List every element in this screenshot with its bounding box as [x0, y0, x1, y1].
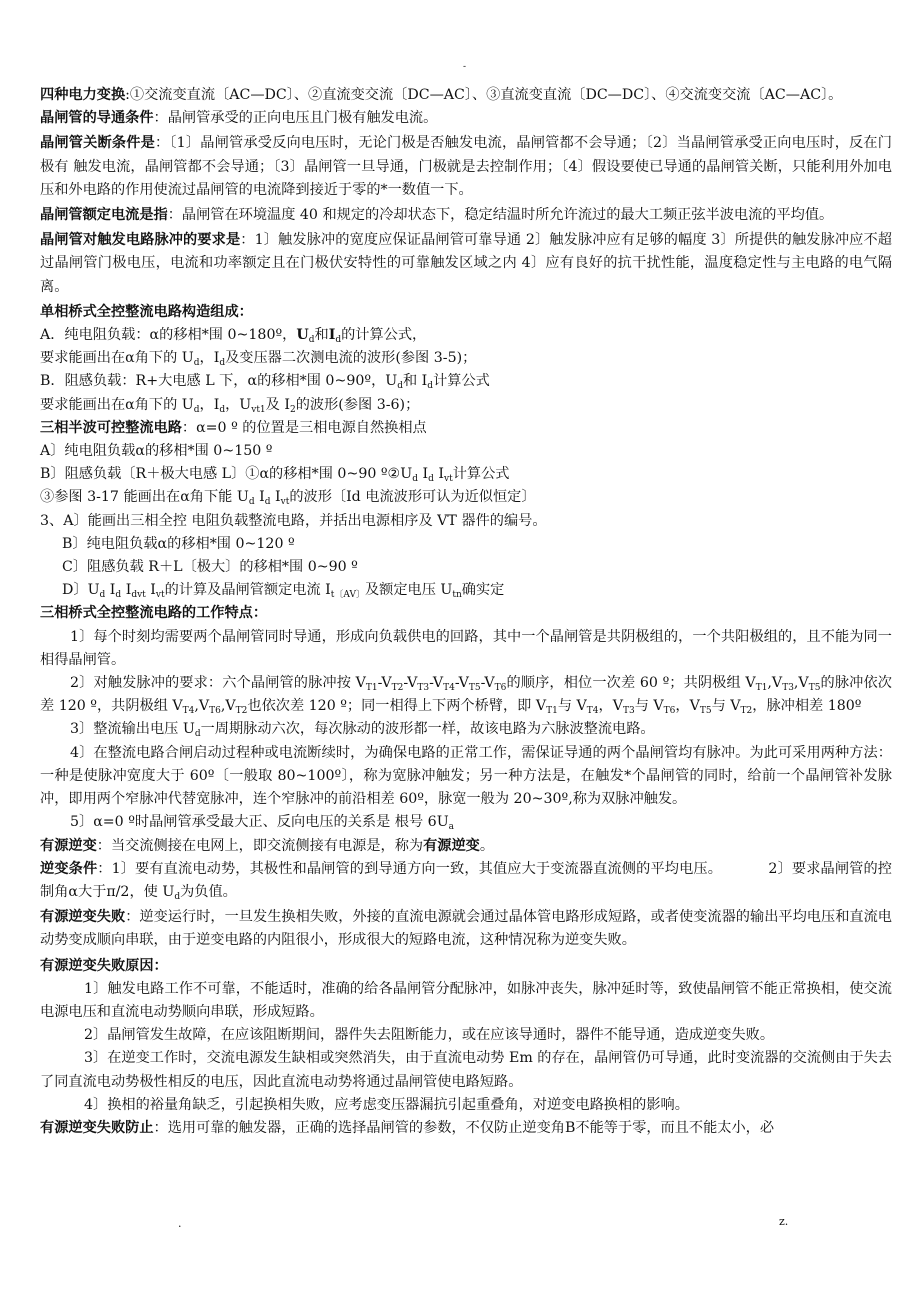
subscript: d: [264, 497, 271, 508]
failure-cause-4: 4〕换相的裕量角缺乏，引起换相失败，应考虑变压器漏抗引起重叠角，对逆变电路换相的影响。: [84, 1096, 689, 1113]
text-run: 的计算公式，: [341, 327, 427, 344]
text-run: B．阻感负载：R+大电感 L 下，α的移相*围 0~90º，U: [40, 373, 398, 390]
subscript: T6: [494, 683, 507, 694]
text-run: 5〕α=0 º时晶闸管承受最大正、反向电压的关系是 根号 6U: [70, 814, 449, 831]
subscript: T1: [546, 706, 558, 717]
subscript: vt1: [251, 404, 266, 415]
subscript: T6: [663, 706, 676, 717]
subscript: T2: [740, 706, 753, 717]
subscript: T1: [365, 683, 378, 694]
inversion-failure-paragraph: [40, 906, 892, 952]
subscript: dvt: [131, 590, 146, 601]
power-transform-body: :①交流变直流〔AC—DC〕、②直流变交流〔DC—AC〕、③直流变直流〔DC—DC〕、④交流变交流〔AC—AC〕。: [125, 87, 843, 103]
failure-cause-2: 2〕晶闸管发生故障，在应该阻断期间，器件失去阻断能力，或在应该导通时，器件不能导通，造成逆变失败。: [84, 1027, 775, 1044]
footer-right-mark: z.: [779, 1215, 789, 1228]
text-run: I: [121, 582, 132, 599]
subscript: d: [194, 729, 201, 740]
conduction-body: ：晶闸管承受的正向电压且门极有触发电流。: [153, 110, 438, 127]
text-run: ，I: [199, 396, 220, 413]
subscript: d: [219, 404, 226, 415]
active-inversion-term: 有源逆变: [423, 837, 480, 854]
text-run: B〕阻感负载〔R＋极大电感 L〕①α的移相*围 0~90 º②U: [40, 466, 413, 483]
three-bridge-p1: 1〕每个时刻均需要两个晶闸管同时导通，形成向负载供电的回路，其中一个晶闸管是共阴极组的，一个共阳极组的，且不能为同一相得晶闸管。: [40, 628, 892, 668]
subscript: T5: [808, 683, 821, 694]
item3-d: [40, 579, 892, 602]
text-run: ,V: [220, 698, 236, 715]
subscript: T3: [782, 683, 794, 694]
subscript: d: [115, 590, 122, 601]
text-run: 确实定: [461, 582, 505, 599]
text-run: 与 V: [711, 698, 741, 715]
subscript: vt: [280, 497, 290, 508]
active-inversion-title: 有源逆变: [40, 837, 97, 854]
single-bridge-b2: [40, 394, 892, 417]
trigger-req-paragraph: [40, 229, 892, 299]
three-bridge-p4: 4〕在整流电路合闸启动过程种或电流断续时，为确保电路的正常工作，需保证导通的两个晶闸管均有脉冲。为此可采用两种方法：一种是使脉冲宽度大于 60º〔一般取 80~100º〕，称为宽脉冲触发；另一种方法是，在触发*个晶闸管的同时，给前一个晶闸管补发脉冲，即用两个窄脉冲代替宽脉冲，连个窄脉冲的前沿相差 60º，脉宽一般为 20~30º,称为双脉冲触发。: [40, 744, 892, 808]
text-run: 的顺序，相位一次差 60 º；共阴极组 V: [506, 675, 756, 692]
text-run: 及额定电压 U: [364, 582, 453, 599]
text-run: A．纯电阻负载：α的移相*围 0~180º，: [40, 327, 297, 344]
conduction-title: 晶闸管的导通条件: [40, 110, 154, 127]
text-run: ,V: [793, 675, 809, 692]
subscript: d: [308, 335, 315, 346]
text-run: I: [418, 466, 429, 483]
text-run: -V: [377, 675, 392, 692]
three-bridge-p3: [40, 718, 892, 741]
subscript: T3: [622, 706, 635, 717]
single-bridge-b1: [40, 370, 892, 393]
failure-causes-title: 有源逆变失败原因：: [40, 957, 168, 974]
text-run: ，U: [225, 396, 252, 413]
subscript: T5: [468, 683, 481, 694]
subscript: T6: [209, 706, 221, 717]
text-run: I: [433, 466, 445, 483]
subscript: d: [193, 404, 200, 415]
text-run: -V: [429, 675, 444, 692]
item3-b: B〕纯电阻负载α的移相*围 0~120 º: [62, 535, 295, 552]
text-run: 计算公式: [452, 466, 510, 483]
three-half-a: A〕纯电阻负载α的移相*围 0~150 º: [40, 443, 273, 460]
single-bridge-title: 单相桥式全控整流电路构造组成：: [40, 303, 253, 320]
text-run: 及 I: [265, 396, 290, 413]
text-run: 要求能画出在α角下的 U: [40, 396, 194, 413]
three-half-body: ：α=0 º 的位置是三相电源自然换相点: [181, 419, 427, 436]
text-run: I: [105, 582, 116, 599]
page-top-mark: -: [463, 62, 467, 72]
rated-current-title: 晶闸管额定电流是指: [40, 207, 168, 224]
subscript: d: [427, 381, 434, 392]
text-run: 一周期脉动六次，每次脉动的波形都一样，故该电路为六脉波整流电路。: [200, 721, 655, 738]
text-run: ：当交流侧接在电网上，即交流侧接有电源是，称为: [96, 837, 424, 854]
text-run: 的波形〔Id 电流波形可认为近似恒定〕: [289, 489, 536, 506]
pulse-sequence: [365, 675, 507, 694]
footer-left-mark: .: [178, 1217, 182, 1230]
subscript: T4: [443, 683, 455, 694]
text-run: I: [270, 489, 281, 506]
subscript: d: [428, 474, 434, 485]
trigger-req-title: 晶闸管对触发电路脉冲的要求是: [40, 232, 241, 249]
document-page: [40, 60, 892, 1140]
text-run: -V: [403, 675, 418, 692]
three-half-title: 三相半波可控整流电路: [40, 419, 182, 436]
subscript: T2: [391, 683, 404, 694]
three-bridge-p5: [40, 811, 892, 834]
subscript: vt: [155, 590, 165, 601]
subscript: T4: [182, 706, 195, 717]
power-transform-paragraph: [40, 84, 892, 107]
turnoff-paragraph: [40, 132, 892, 202]
failure-prevention-paragraph: [40, 1117, 892, 1140]
subscript: T2: [235, 706, 248, 717]
subscript: T3: [417, 683, 430, 694]
text-run: 的脉冲依次差 120 º，共阴极组 V: [40, 675, 892, 715]
subscript: d: [412, 474, 419, 485]
subscript: d: [248, 497, 255, 508]
subscript: d: [219, 358, 226, 369]
text-run: U: [296, 327, 309, 344]
text-run: ：逆变运行时，一旦发生换相失败，外接的直流电源就会通过晶体管电路形成短路，或者使变流器的输出平均电压和直流电动势变成顺向串联，由于逆变电路的内阻很小，形成很大的短路电流，这种情况称为逆变失败。: [40, 909, 892, 949]
subscript: vt: [444, 474, 453, 485]
subscript: a: [448, 822, 455, 833]
text-run: 和: [314, 327, 329, 344]
subscript: d: [397, 381, 403, 392]
subscript: d: [193, 358, 200, 369]
text-run: 为负值。: [180, 883, 237, 900]
text-run: I: [145, 582, 156, 599]
text-run: 的计算及晶闸管额定电流 I: [164, 582, 331, 599]
text-run: 也依次差 120 º；同一相得上下两个桥臂，即 V: [247, 698, 547, 715]
text-run: ，V: [675, 698, 700, 715]
three-half-c: [40, 486, 892, 509]
turnoff-body: ：〔1〕晶闸管承受反向电压时，无论门极是否触发电流，晶闸管都不会导通；〔2〕当晶闸管承受正向电压时，反在门极有 触发电流，晶闸管都不会导通；〔3〕晶闸管一旦导通，门极就是去控制作用；〔4〕假设要使已导通的晶闸管关断，只能利用外加电压和外电路的作用使流过晶闸管的电流降到接近于零的*一数值一下。: [40, 135, 892, 198]
subscript: d: [99, 590, 106, 601]
three-half-b: [40, 463, 892, 486]
text-run: -V: [454, 675, 469, 692]
text-run: 3〕整流输出电压 U: [70, 721, 195, 738]
text-run: 。: [479, 837, 495, 854]
text-run: ：选用可靠的触发器，正确的选择晶闸管的参数，不仅防止逆变角Β不能等于零，而且不能太小，必: [153, 1119, 775, 1136]
item3-c: C〕阻感负载 R＋L〔极大〕的移相*围 0~90 º: [62, 559, 358, 576]
three-bridge-p2: [40, 672, 892, 718]
subscript: T1: [755, 683, 768, 694]
text-run: I: [254, 489, 265, 506]
text-run: 计算公式: [433, 373, 490, 390]
text-run: ，V: [598, 698, 623, 715]
trigger-req-body: ：1〕触发脉冲的宽度应保证晶闸管可靠导通 2〕触发脉冲应有足够的幅度 3〕所提供的触发脉冲应不超过晶闸管门极电压，电流和功率额定且在门极伏安特性的可靠触发区域之内 4〕应有良好的抗干扰性能，温度稳定性与主电路的电气隔离。: [40, 232, 892, 295]
single-bridge-a2: [40, 347, 892, 370]
rated-current-body: ：晶闸管在环境温度 40 和规定的冷却状态下，稳定结温时所允许流过的最大工频正弦半波电流的平均值。: [167, 207, 834, 224]
text-run: D〕U: [62, 582, 100, 599]
three-bridge-title: 三相桥式全控整流电路的工作特点：: [40, 605, 268, 622]
subscript: 2: [289, 404, 296, 415]
subscript: T4: [586, 706, 599, 717]
inversion-cond-title: 逆变条件: [40, 860, 98, 877]
text-run: ,V: [767, 675, 783, 692]
subscript: t〔AV〕: [330, 590, 365, 601]
text-run: ,V: [194, 698, 210, 715]
subscript: T5: [699, 706, 712, 717]
inversion-failure-title: 有源逆变失败: [40, 909, 126, 926]
text-run: 与 V: [634, 698, 664, 715]
text-run: 的波形(参图 3-6)；: [295, 396, 420, 413]
text-run: 2〕对触发脉冲的要求：六个晶闸管的脉冲按 V: [70, 675, 366, 692]
failure-cause-1: 1〕触发电路工作不可靠，不能适时，准确的给各晶闸管分配脉冲，如脉冲丧失，脉冲延时等，致使晶闸管不能正常换相，使交流电源电压和直流电动势顺向串联，形成短路。: [40, 980, 892, 1020]
power-transform-title: 四种电力变换: [40, 87, 126, 103]
rated-current-paragraph: [40, 204, 892, 227]
subscript: tn: [452, 590, 462, 601]
active-inversion-paragraph: [40, 835, 892, 858]
text-run: 要求能画出在α角下的 U: [40, 350, 194, 367]
turnoff-title: 晶闸管关断条件是: [40, 135, 155, 152]
item3-a: 3、A〕能画出三相全控 电阻负载整流电路，并括出电源相序及 VT 器件的编号。: [40, 512, 547, 529]
text-run: ③参图 3-17 能画出在α角下能 U: [40, 489, 249, 506]
inversion-cond-paragraph: [40, 858, 892, 904]
text-run: -V: [480, 675, 495, 692]
text-run: ：1〕要有直流电动势，其极性和晶闸管的到导通方向一致，其值应大于变流器直流侧的平均电压。: [97, 860, 723, 877]
text-run: ，I: [199, 350, 220, 367]
failure-cause-3: 3〕在逆变工作时，交流电源发生缺相或突然消失，由于直流电动势 Em 的存在，晶闸管仍可导通，此时变流器的交流侧由于失去了同直流电动势极性相反的电压，因此直流电动势将通过晶闸管使电路短路。: [40, 1050, 892, 1090]
single-bridge-a1: [40, 324, 892, 347]
conduction-paragraph: [40, 107, 892, 130]
three-half-paragraph: [40, 417, 892, 440]
text-run: 及变压器二次测电流的波形(参图 3-5)；: [225, 350, 477, 367]
text-run: I: [328, 327, 336, 344]
subscript: d: [335, 335, 342, 346]
failure-prevention-title: 有源逆变失败防止: [40, 1119, 154, 1136]
subscript: d: [174, 891, 181, 902]
text-run: 与 V: [557, 698, 587, 715]
text-run: ，脉冲相差 180º: [752, 698, 862, 715]
text-run: 和 I: [402, 373, 428, 390]
text-run: 2〕要求晶闸管的控制角α大于π/2，使 U: [40, 860, 892, 900]
